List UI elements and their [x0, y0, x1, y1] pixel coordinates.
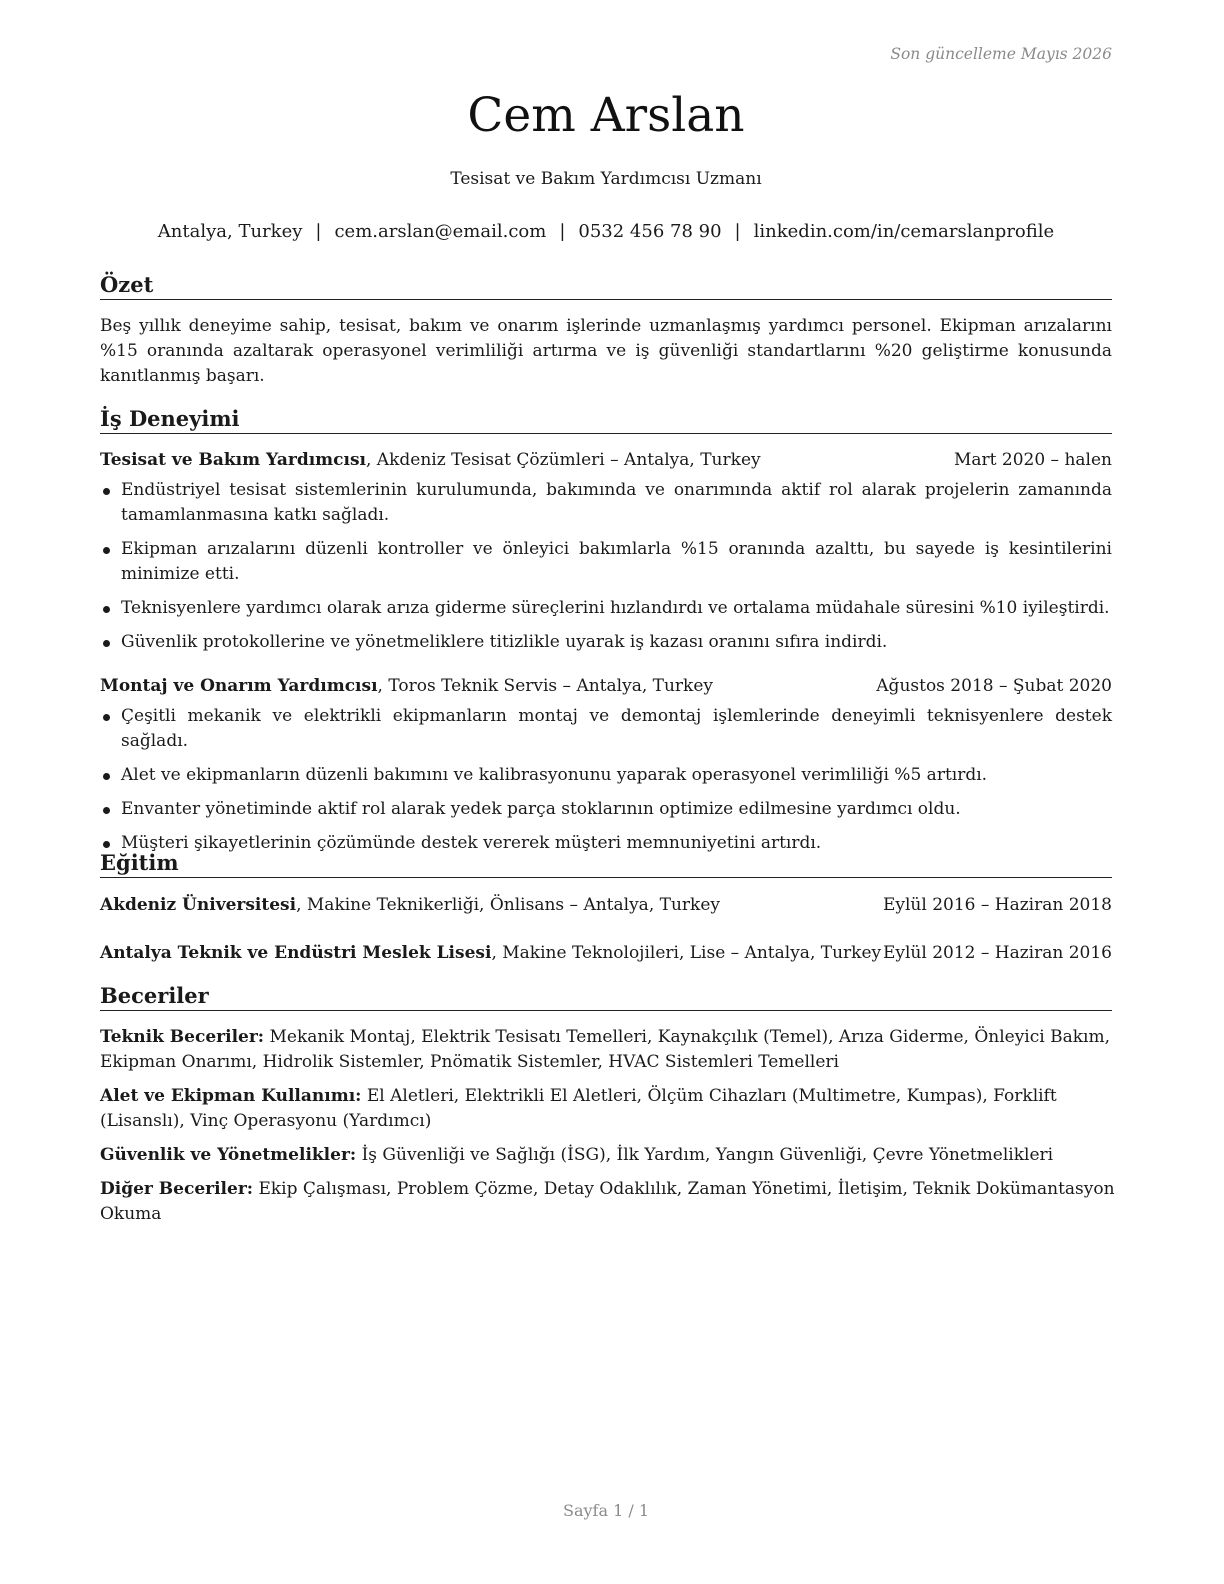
contact-linkedin[interactable]: linkedin.com/in/cemarslanprofile: [753, 221, 1055, 242]
bullet-text: Ekipman arızalarını düzenli kontroller ve önleyici bakımlarla %15 oranında azalttı, bu sayede iş kesintilerini minimize etti.: [121, 539, 1112, 584]
list-item: [100, 797, 1112, 822]
bullet-text: Alet ve ekipmanların düzenli bakımını ve kalibrasyonunu yaparak operasyonel verimliliği %5 artırdı.: [121, 765, 988, 785]
candidate-title: Tesisat ve Bakım Yardımcısı Uzmanı: [450, 169, 762, 189]
school-detail: , Makine Teknolojileri, Lise – Antalya, Turkey: [491, 943, 882, 963]
section-heading-skills: Beceriler: [100, 982, 1112, 1011]
bullet-text: Envanter yönetiminde aktif rol alarak yedek parça stoklarının optimize edilmesine yardımcı oldu.: [121, 799, 961, 819]
skill-label: Güvenlik ve Yönetmelikler:: [100, 1145, 357, 1165]
job-header: [100, 674, 1112, 699]
job-header: [100, 448, 1112, 473]
section-heading-education: Eğitim: [100, 849, 1112, 878]
skill-item: [100, 1143, 1120, 1168]
skill-label: Teknik Beceriler:: [100, 1027, 265, 1047]
last-updated: Son güncelleme Mayıs 2026: [890, 45, 1112, 63]
list-item: [100, 537, 1112, 587]
education-item: [100, 893, 1112, 918]
page-number: Sayfa 1 / 1: [562, 1501, 649, 1520]
education-item: [100, 941, 1112, 966]
list-item: [100, 478, 1112, 528]
bullet-icon: [103, 841, 110, 848]
contact-line: [100, 219, 1112, 245]
job-bullets: [100, 478, 1112, 664]
school-name: Antalya Teknik ve Endüstri Meslek Lisesi: [100, 943, 492, 963]
section-heading-summary: Özet: [100, 271, 1112, 300]
job-role: Montaj ve Onarım Yardımcısı: [100, 676, 378, 696]
contact-location: Antalya, Turkey: [157, 221, 303, 242]
bullet-icon: [103, 714, 110, 721]
bullet-icon: [103, 640, 110, 647]
skill-value: Mekanik Montaj, Elektrik Tesisatı Temelleri, Kaynakçılık (Temel), Arıza Giderme, Önleyici Bakım, Ekipman Onarımı, Hidrolik Sistemler, Pnömatik Sistemler, HVAC Sistemleri Temelleri: [100, 1027, 1110, 1072]
bullet-icon: [103, 807, 110, 814]
skill-label: Alet ve Ekipman Kullanımı:: [100, 1086, 362, 1106]
contact-separator: |: [315, 221, 322, 242]
bullet-text: Müşteri şikayetlerinin çözümünde destek vererek müşteri memnuniyetini artırdı.: [121, 833, 822, 853]
list-item: [100, 763, 1112, 788]
education-dates: Eylül 2016 – Haziran 2018: [882, 895, 1112, 915]
education-dates: Eylül 2012 – Haziran 2016: [882, 943, 1112, 963]
bullet-icon: [103, 488, 110, 495]
job-company: , Toros Teknik Servis – Antalya, Turkey: [377, 676, 714, 696]
job-bullets: [100, 704, 1112, 865]
bullet-icon: [103, 606, 110, 613]
section-heading-experience: İş Deneyimi: [100, 405, 1112, 434]
bullet-text: Güvenlik protokollerine ve yönetmeliklere titizlikle uyarak iş kazası oranını sıfıra indirdi.: [121, 632, 888, 652]
job-dates: Ağustos 2018 – Şubat 2020: [876, 676, 1112, 696]
list-item: [100, 596, 1112, 621]
skill-value: Ekip Çalışması, Problem Çözme, Detay Odaklılık, Zaman Yönetimi, İletişim, Teknik Dokümantasyon Okuma: [100, 1179, 1115, 1224]
contact-email[interactable]: cem.arslan@email.com: [334, 221, 547, 242]
contact-phone: 0532 456 78 90: [578, 221, 722, 242]
bullet-icon: [103, 547, 110, 554]
school-detail: , Makine Teknikerliği, Önlisans – Antalya, Turkey: [296, 895, 721, 915]
list-item: [100, 630, 1112, 655]
summary-text: Beş yıllık deneyime sahip, tesisat, bakım ve onarım işlerinde uzmanlaşmış yardımcı personel. Ekipman arızalarını %15 oranında azaltarak operasyonel verimliliği artırma ve iş güvenliği standartlarını %20 geliştirme konusunda kanıtlanmış başarı.: [100, 316, 1112, 386]
bullet-text: Çeşitli mekanik ve elektrikli ekipmanların montaj ve demontaj işlemlerinde deneyimli teknisyenlere destek sağladı.: [121, 706, 1112, 751]
job-dates: Mart 2020 – halen: [953, 450, 1112, 470]
contact-separator: |: [734, 221, 741, 242]
candidate-name: Cem Arslan: [467, 88, 745, 143]
job-company: , Akdeniz Tesisat Çözümleri – Antalya, Turkey: [366, 450, 761, 470]
skill-label: Diğer Beceriler:: [100, 1179, 254, 1199]
bullet-text: Teknisyenlere yardımcı olarak arıza giderme süreçlerini hızlandırdı ve ortalama müdahale süresini %10 iyileştirdi.: [121, 598, 1110, 618]
skill-item: [100, 1177, 1120, 1227]
skill-value: İş Güvenliği ve Sağlığı (İSG), İlk Yardım, Yangın Güvenliği, Çevre Yönetmelikleri: [356, 1145, 1054, 1165]
contact-separator: |: [559, 221, 566, 242]
bullet-text: Endüstriyel tesisat sistemlerinin kurulumunda, bakımında ve onarımında aktif rol alarak projelerin zamanında tamamlanmasına katkı sağladı.: [121, 480, 1112, 525]
resume-page: [100, 0, 1115, 1584]
skill-item: [100, 1084, 1120, 1134]
list-item: [100, 704, 1112, 754]
skill-item: [100, 1025, 1120, 1075]
school-name: Akdeniz Üniversitesi: [100, 895, 297, 915]
job-role: Tesisat ve Bakım Yardımcısı: [100, 450, 366, 470]
skill-value: El Aletleri, Elektrikli El Aletleri, Ölçüm Cihazları (Multimetre, Kumpas), Forklift (Lisanslı), Vinç Operasyonu (Yardımcı): [100, 1086, 1057, 1131]
bullet-icon: [103, 773, 110, 780]
